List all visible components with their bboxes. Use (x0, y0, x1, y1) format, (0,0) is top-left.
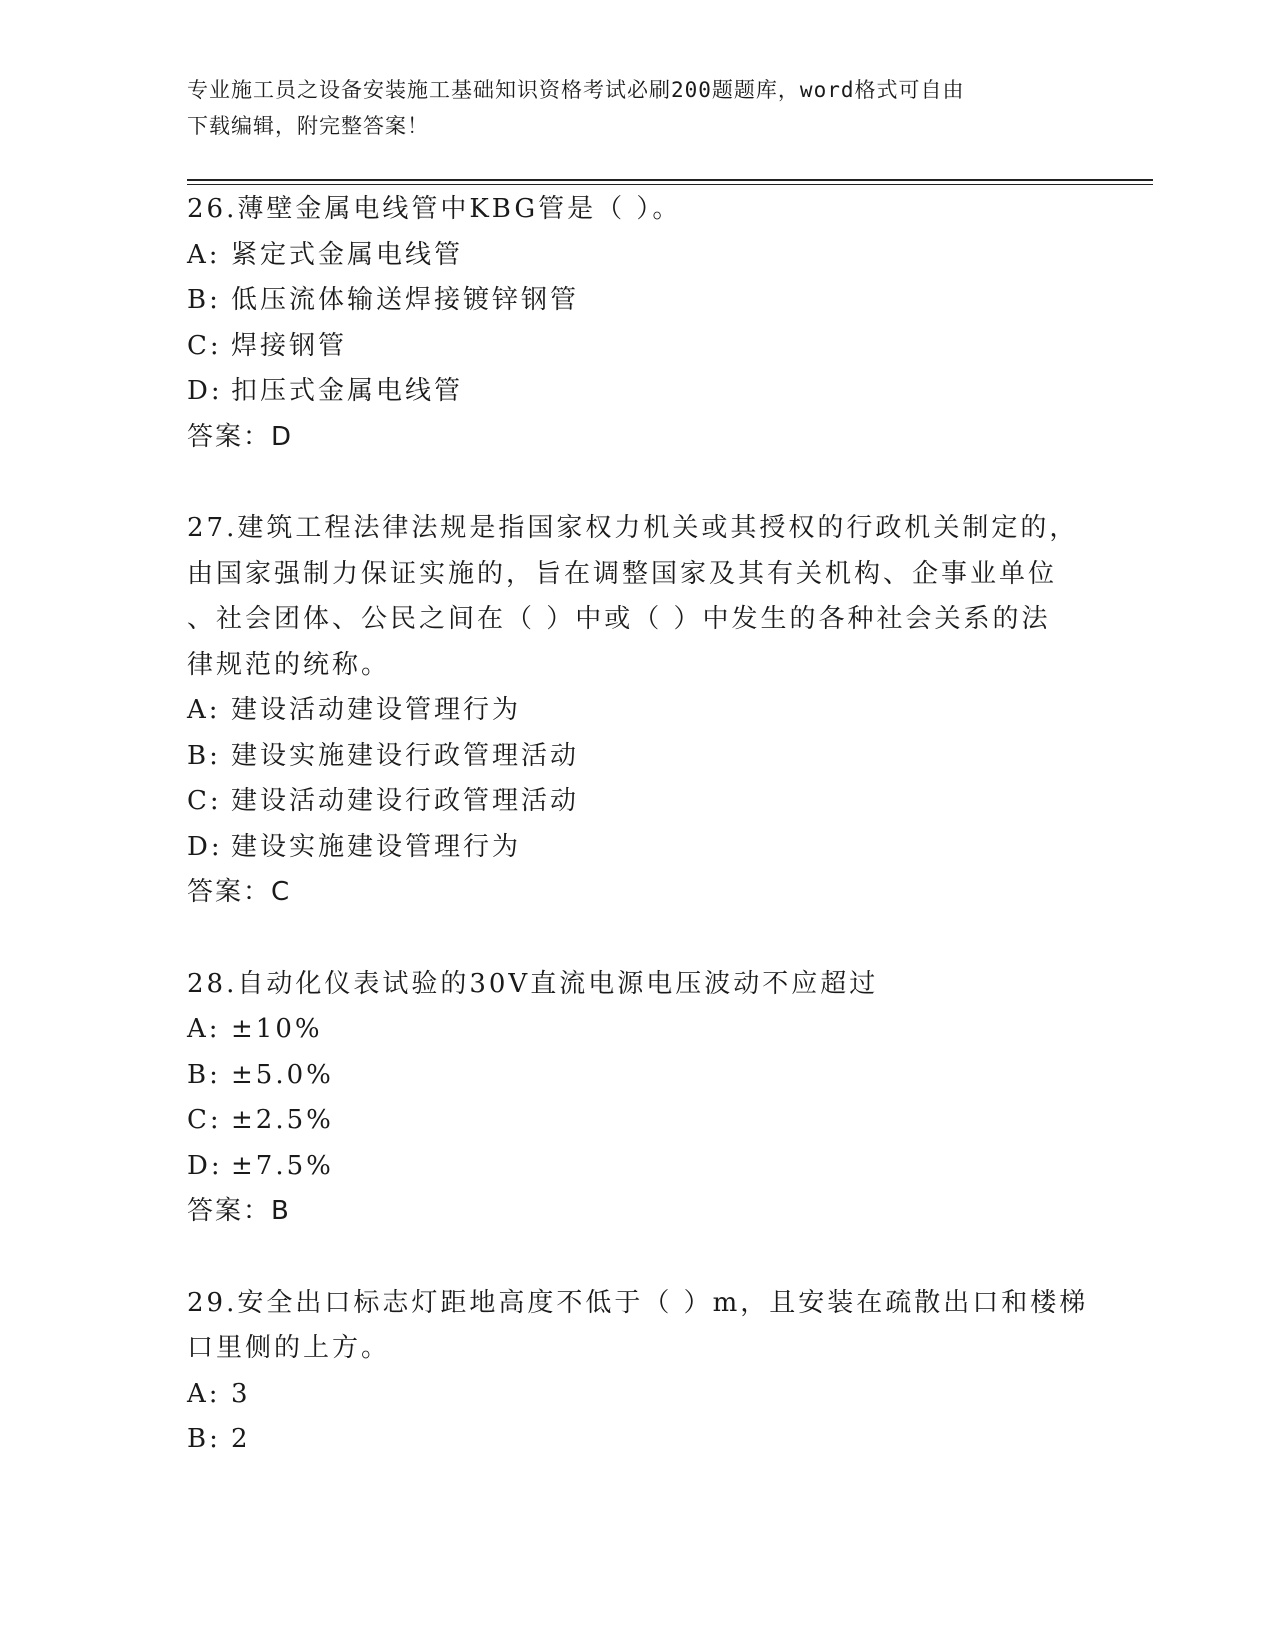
option-letter: A: (187, 695, 221, 725)
question-stem (187, 962, 1087, 1008)
option-letter: D: (187, 831, 223, 862)
header-divider-top (187, 179, 1153, 181)
option-letter: C: (187, 786, 222, 816)
question-item (187, 187, 1087, 460)
header-line-2: 下载编辑，附完整答案！ (187, 114, 429, 138)
question-item (187, 1281, 1087, 1463)
option-text: ±2.5% (231, 1105, 334, 1135)
option-letter: B: (187, 1059, 221, 1090)
option-text: 建设活动建设管理行为 (231, 695, 522, 725)
option-letter: B: (187, 285, 221, 315)
question-list (187, 187, 1087, 1509)
question-stem (187, 187, 1087, 233)
answer-option (187, 825, 1087, 871)
question-stem-line: 由国家强制力保证实施的，旨在调整国家及其有关机构、企事业单位 (187, 558, 1058, 589)
answer-option (187, 688, 1087, 734)
option-text: 焊接钢管 (231, 330, 348, 361)
option-letter: A: (187, 1378, 221, 1409)
question-stem-line: 29.安全出口标志灯距地高度不低于（ ）m，且安装在疏散出口和楼梯 (187, 1287, 1089, 1318)
question-item (187, 962, 1087, 1235)
question-stem-line: 28.自动化仪表试验的30V直流电源电压波动不应超过 (187, 968, 879, 999)
option-letter: C: (187, 1105, 222, 1135)
option-text: 扣压式金属电线管 (231, 376, 464, 406)
option-text: 建设实施建设行政管理活动 (231, 740, 580, 771)
question-stem (187, 506, 1087, 688)
option-text: ±10% (231, 1014, 323, 1044)
question-stem-line: 律规范的统称。 (187, 649, 391, 680)
answer-option (187, 1007, 1087, 1053)
question-stem-line: 口里侧的上方。 (187, 1333, 391, 1363)
question-stem-line: 26.薄壁金属电线管中KBG管是（ ）。 (187, 194, 682, 224)
answer-option (187, 734, 1087, 780)
answer-option (187, 1417, 1087, 1463)
answer-option (187, 1053, 1087, 1099)
question-stem-line: 、社会团体、公民之间在（ ）中或（ ）中发生的各种社会关系的法 (187, 604, 1051, 634)
answer-option (187, 1098, 1087, 1144)
answer-option (187, 369, 1087, 415)
option-text: 紧定式金属电线管 (231, 239, 464, 270)
option-letter: B: (187, 740, 221, 771)
answer-key: 答案：D (187, 421, 294, 452)
answer-key: 答案：B (187, 1196, 291, 1226)
option-letter: A: (187, 1014, 221, 1044)
question-stem-line: 27.建筑工程法律法规是指国家权力机关或其授权的行政机关制定的， (187, 513, 1079, 543)
option-text: 3 (231, 1378, 251, 1409)
header-divider-bottom (187, 184, 1153, 185)
question-stem (187, 1281, 1087, 1372)
option-letter: C: (187, 330, 222, 361)
option-letter: D: (187, 376, 223, 406)
answer-option (187, 233, 1087, 279)
option-text: 建设活动建设行政管理活动 (231, 786, 580, 816)
option-text: 建设实施建设管理行为 (231, 831, 522, 862)
answer-option (187, 278, 1087, 324)
option-text: 2 (231, 1424, 251, 1454)
option-letter: D: (187, 1150, 223, 1181)
answer-key: 答案：C (187, 877, 292, 907)
header-line-1: 专业施工员之设备安装施工基础知识资格考试必刷200题题库，word格式可自由 (187, 78, 965, 102)
option-text: ±7.5% (231, 1150, 334, 1181)
option-letter: A: (187, 239, 221, 270)
option-text: ±5.0% (231, 1059, 334, 1090)
question-item (187, 506, 1087, 916)
option-text: 低压流体输送焊接镀锌钢管 (231, 285, 580, 315)
answer-option (187, 1372, 1087, 1418)
answer-option (187, 324, 1087, 370)
answer-option (187, 779, 1087, 825)
answer-option (187, 1144, 1087, 1190)
document-header (187, 72, 1067, 144)
option-letter: B: (187, 1424, 221, 1454)
